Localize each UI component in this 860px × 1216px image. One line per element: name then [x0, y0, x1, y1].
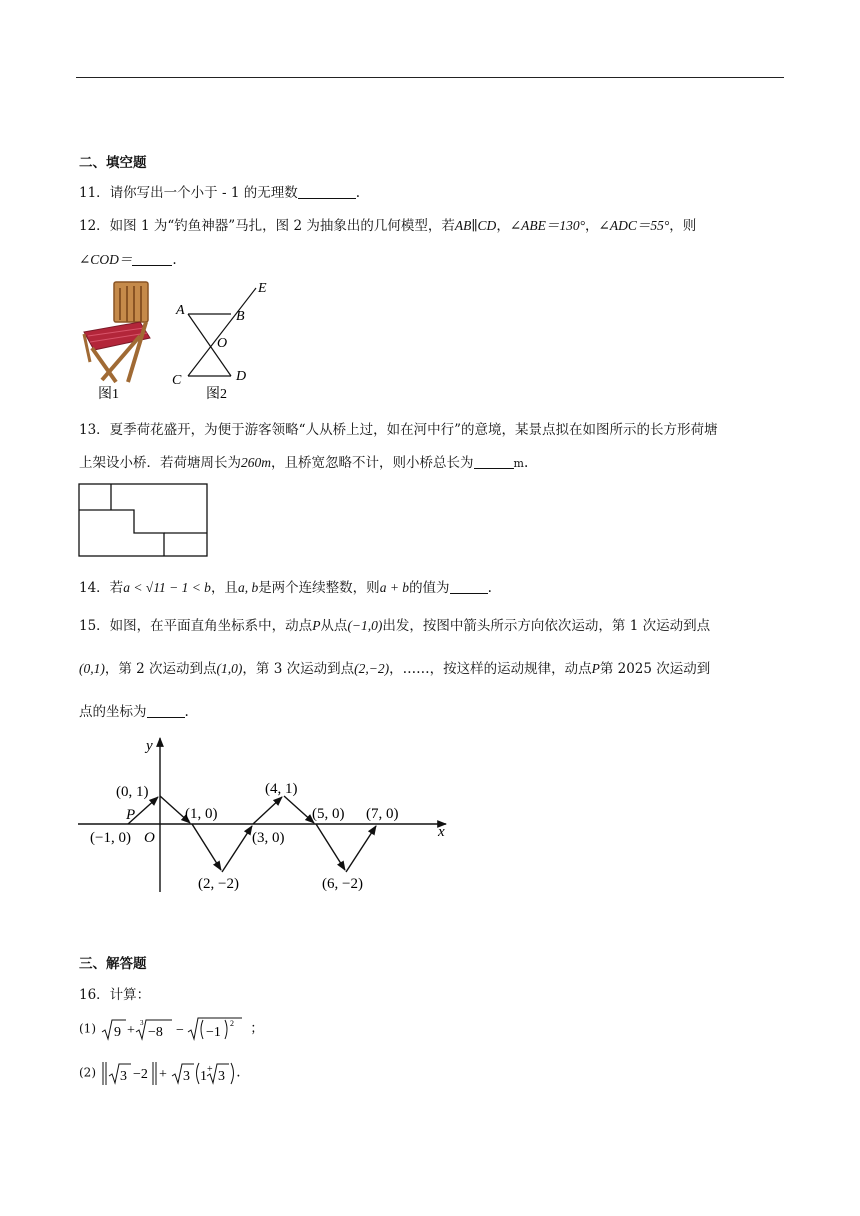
- question-15-text-h: 点的坐标为: [79, 704, 147, 720]
- point-o-label: O: [217, 336, 228, 351]
- svg-text:−8: −8: [148, 1025, 164, 1040]
- question-15: [79, 614, 710, 634]
- start-point: (−1,0): [347, 618, 383, 633]
- condition-angle-abe: ∠ABE＝130°: [509, 218, 586, 233]
- unit-m: m: [513, 457, 524, 470]
- svg-text:−1: −1: [206, 1025, 222, 1040]
- point-d-label: D: [236, 369, 247, 384]
- question-13-end: .: [523, 455, 529, 471]
- expression-1: [100, 1014, 250, 1044]
- x-axis-label: x: [438, 824, 445, 840]
- question-12-end: .: [172, 252, 177, 268]
- label-2-neg2: (2, −2): [198, 876, 239, 892]
- inequality-expression: a < √11 − 1 < b: [123, 580, 211, 595]
- svg-text:3: 3: [183, 1069, 191, 1084]
- question-13-text-b: ，且桥宽忽略不计，则小桥总长为: [271, 455, 474, 471]
- svg-text:+: +: [207, 1064, 213, 1075]
- sum-expression: a + b: [379, 580, 410, 595]
- svg-text:+: +: [127, 1023, 136, 1038]
- label-4-1: (4, 1): [265, 781, 298, 797]
- question-14-suffix: 的值为: [409, 580, 450, 596]
- point-1: (0,1): [79, 661, 105, 676]
- question-16: 16．计算：: [79, 987, 151, 1003]
- section-heading-fill: 二、填空题: [79, 155, 147, 171]
- answer-blank-14[interactable]: [450, 580, 488, 595]
- svg-text:2: 2: [230, 1019, 235, 1028]
- question-12-text: 12．如图 1 为“钓鱼神器”马扎，图 2 为抽象出的几何模型，若: [79, 218, 455, 234]
- origin-label: O: [144, 830, 155, 846]
- question-14-prefix: 14．若: [79, 580, 124, 596]
- bridge-path: [79, 510, 164, 556]
- question-14: [79, 576, 492, 596]
- question-15-end: .: [184, 704, 189, 720]
- answer-blank-15[interactable]: [147, 704, 185, 719]
- question-14-end: .: [487, 580, 492, 596]
- question-15-text-f: ，……，按这样的运动规律，动点: [389, 661, 592, 677]
- point-b-label: B: [236, 309, 245, 324]
- question-11-text: 11．请你写出一个小于 - 1 的无理数: [79, 185, 298, 201]
- question-13-text-a: 上架设小桥．若荷塘周长为: [79, 455, 241, 471]
- question-13-line2: [79, 451, 528, 471]
- question-11: [79, 181, 360, 201]
- question-14-mid: ，且: [210, 580, 238, 596]
- folding-stool-image: [84, 282, 150, 382]
- figure-2-label: 图2: [206, 387, 227, 402]
- coordinate-graph: [76, 730, 456, 896]
- question-16-part-1: [79, 1014, 264, 1042]
- question-12-figures: [76, 276, 286, 404]
- point-a-label: A: [176, 303, 185, 318]
- part-2-end: .: [236, 1064, 241, 1081]
- label-7-0: (7, 0): [366, 806, 399, 822]
- svg-text:+: +: [159, 1067, 168, 1082]
- label-6-neg2: (6, −2): [322, 876, 363, 892]
- question-15-line3: [79, 700, 189, 720]
- question-12-then: ，则: [669, 218, 697, 234]
- question-11-end: .: [355, 185, 360, 201]
- label-0-1: (0, 1): [116, 784, 149, 800]
- question-14-mid2: 是两个连续整数，则: [258, 580, 380, 596]
- point-p: P: [312, 618, 321, 633]
- svg-text:3: 3: [120, 1069, 128, 1084]
- point-e-label: E: [258, 281, 267, 296]
- svg-text:3: 3: [140, 1019, 144, 1027]
- figure-1-label: 图1: [98, 387, 119, 402]
- question-15-text-a: 15．如图，在平面直角坐标系中，动点: [79, 618, 313, 634]
- graph-point-p: P: [126, 807, 136, 823]
- pond-figure: [78, 482, 210, 560]
- point-c-label: C: [172, 373, 182, 388]
- question-12: 12．如图 1 为“钓鱼神器”马扎，图 2 为抽象出的几何模型，若AB∥CD，∠ABE＝130°，∠ADC＝55°，则: [79, 218, 697, 234]
- expression-2: [100, 1058, 236, 1088]
- perimeter-value: 260m: [241, 455, 271, 470]
- condition-angle-adc: ∠ADC＝55°: [598, 218, 670, 233]
- geometry-figure: [188, 288, 256, 376]
- answer-blank-11[interactable]: [298, 185, 356, 200]
- answer-blank-12[interactable]: [132, 252, 172, 267]
- svg-text:1: 1: [200, 1069, 208, 1084]
- header-rule: [76, 77, 784, 78]
- condition-parallel: AB∥CD: [454, 218, 497, 233]
- label-5-0: (5, 0): [312, 806, 345, 822]
- question-12-line2: [79, 248, 177, 268]
- svg-text:−: −: [176, 1023, 185, 1038]
- question-13: 13．夏季荷花盛开，为便于游客领略“人从桥上过，如在河中行”的意境，某景点拟在如图所示的长方形荷塘: [79, 422, 718, 438]
- question-15-text-d: ，第 2 次运动到点: [104, 661, 217, 677]
- svg-text:3: 3: [218, 1069, 226, 1084]
- part-1-end: ；: [250, 1020, 264, 1037]
- question-15-text-e: ，第 3 次运动到点: [242, 661, 355, 677]
- answer-blank-13[interactable]: [474, 455, 514, 470]
- svg-text:−2: −2: [133, 1067, 149, 1082]
- y-axis-label: y: [146, 738, 153, 754]
- angle-cod: ∠COD＝: [79, 252, 133, 267]
- section-heading-solve: 三、解答题: [79, 956, 147, 972]
- question-15-text-b: 从点: [320, 618, 348, 634]
- svg-text:9: 9: [114, 1025, 122, 1040]
- label-1-0: (1, 0): [185, 806, 218, 822]
- question-16-part-2: [79, 1058, 241, 1086]
- question-15-line2: [79, 657, 710, 677]
- pond-rectangle: [79, 484, 207, 556]
- label-neg1-0: (−1, 0): [90, 830, 131, 846]
- label-3-0: (3, 0): [252, 830, 285, 846]
- part-1-label: (1): [79, 1021, 96, 1036]
- variables-ab: a, b: [237, 580, 259, 595]
- part-2-label: (2): [79, 1065, 96, 1080]
- question-15-text-g: 第 2025 次运动到: [599, 661, 711, 677]
- point-p-2: P: [591, 661, 600, 676]
- question-15-text-c: 出发，按图中箭头所示方向依次运动，第 1 次运动到点: [382, 618, 711, 634]
- point-3: (2,−2): [354, 661, 390, 676]
- point-2: (1,0): [216, 661, 243, 676]
